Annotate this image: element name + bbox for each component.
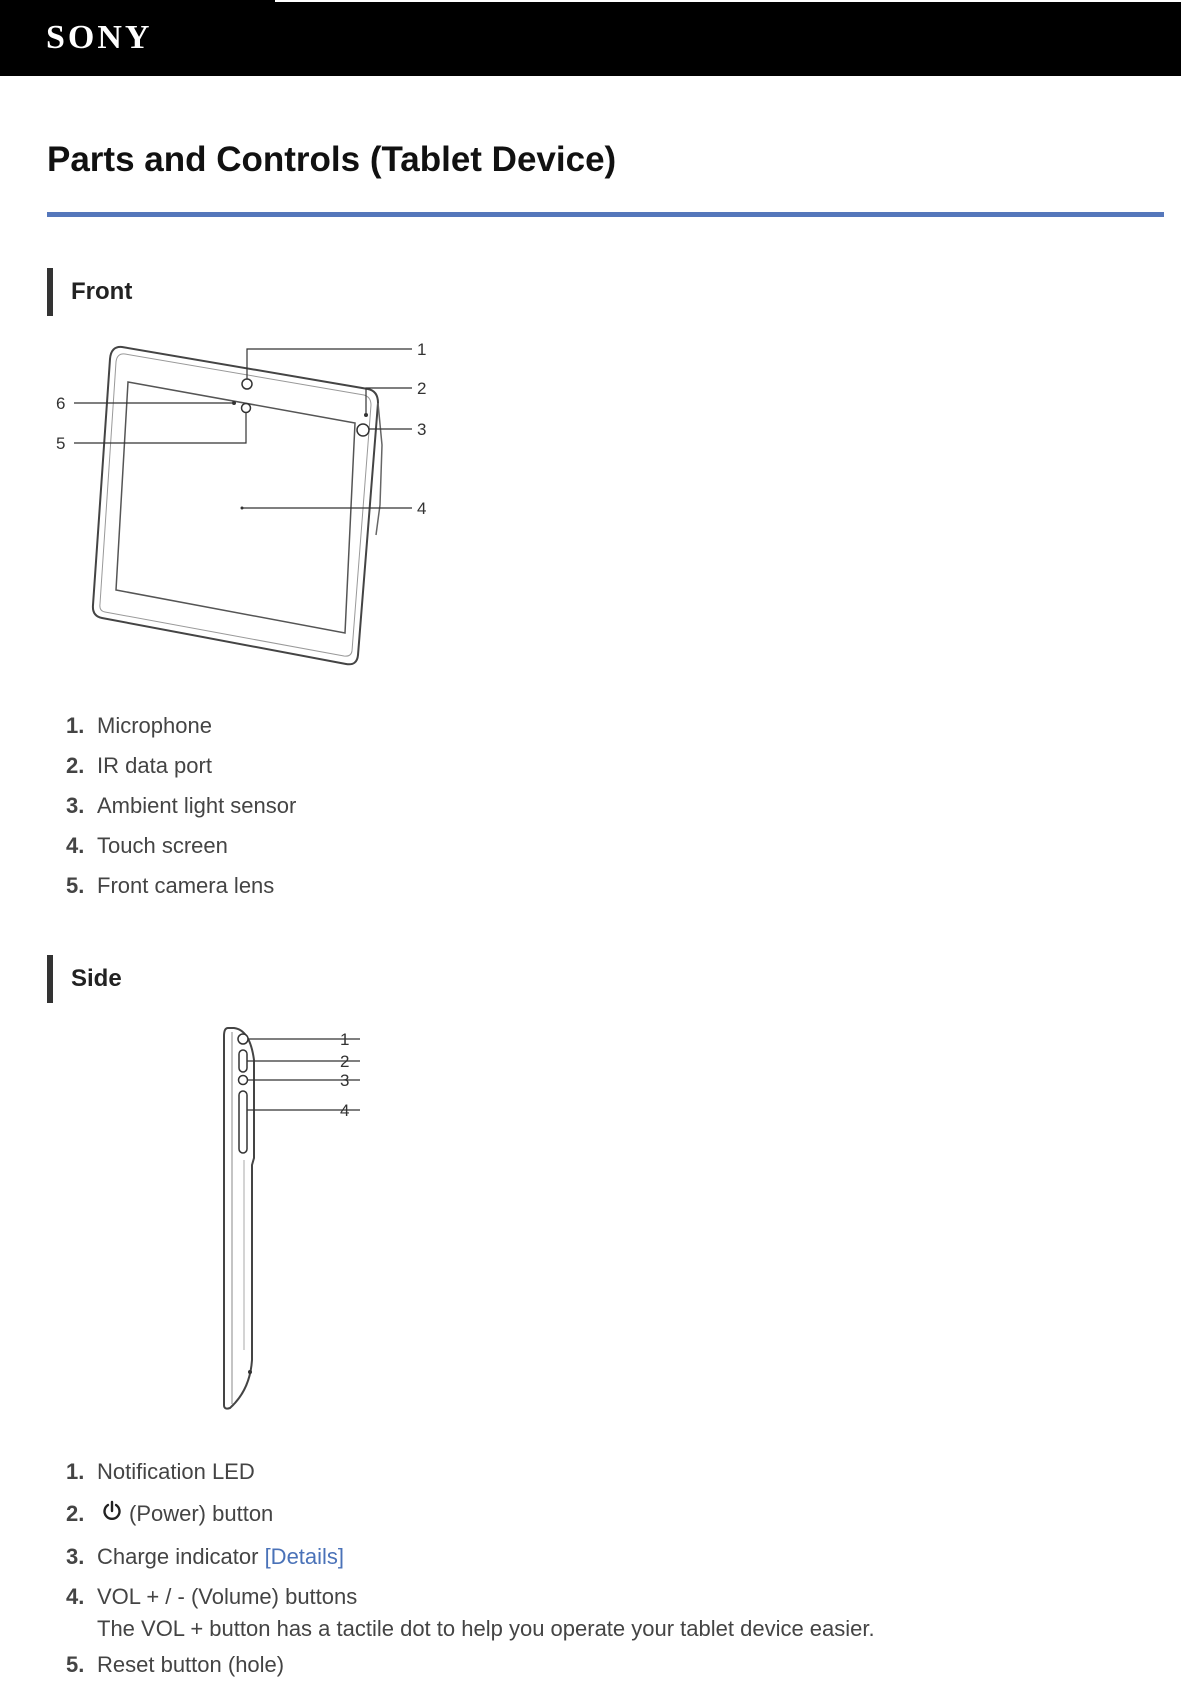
list-item: 1. Notification LED	[66, 1459, 255, 1484]
side-callout-number-4: 4	[340, 1101, 350, 1120]
list-item: 3. Ambient light sensor	[66, 793, 297, 818]
tablet-body-outline	[93, 347, 378, 664]
callout-number-6: 6	[56, 394, 66, 413]
reset-hole-dot	[248, 1370, 252, 1374]
list-item: 3. Charge indicator [Details]	[66, 1544, 345, 1570]
microphone-dot	[242, 379, 252, 389]
list-item: 4. Touch screen	[66, 833, 228, 858]
callout-number-5: 5	[56, 434, 66, 453]
list-item: 5. Reset button (hole)	[66, 1652, 285, 1678]
list-item: 2. IR data port	[66, 753, 212, 778]
ambient-sensor-dot	[357, 424, 369, 436]
callout-number-2: 2	[417, 379, 427, 398]
details-link[interactable]: [Details]	[264, 1544, 345, 1570]
list-item: 5. Front camera lens	[66, 873, 275, 898]
front-parts-list	[60, 706, 296, 906]
section-heading-side: Side	[47, 955, 122, 1003]
callout-number-4: 4	[417, 499, 427, 518]
power-button-shape	[239, 1050, 247, 1072]
list-item: 1. Microphone	[66, 713, 212, 738]
list-item: 4. VOL + / - (Volume) buttons The VOL + button has a tactile dot to help you operate your tablet device easier.	[60, 1577, 875, 1645]
title-divider	[47, 212, 1164, 217]
front-tablet-diagram	[50, 335, 450, 670]
side-callout-number-3: 3	[340, 1071, 350, 1090]
section-heading-front: Front	[47, 268, 132, 316]
page-title: Parts and Controls (Tablet Device)	[47, 140, 617, 179]
side-callout-number-1: 1	[340, 1030, 350, 1049]
volume-note: The VOL + button has a tactile dot to help you operate your tablet device easier.	[97, 1616, 875, 1642]
power-icon	[101, 1493, 123, 1537]
front-sensor-dot	[232, 401, 236, 405]
sony-logo[interactable]: SONY	[46, 19, 153, 56]
list-item: 2. (Power) button	[60, 1492, 875, 1537]
notification-led-dot	[238, 1034, 248, 1044]
side-parts-list	[60, 1452, 875, 1685]
front-camera-dot	[242, 404, 251, 413]
callout-number-3: 3	[417, 420, 427, 439]
charge-indicator-dot	[239, 1076, 248, 1085]
header-bar	[0, 0, 1181, 76]
volume-buttons-shape	[239, 1091, 247, 1153]
side-tablet-diagram	[210, 1020, 370, 1420]
tablet-side-profile	[224, 1028, 254, 1409]
callout-number-1: 1	[417, 340, 427, 359]
ir-port-dot	[364, 413, 368, 417]
header-top-line	[275, 0, 1181, 2]
side-callout-number-2: 2	[340, 1052, 350, 1071]
